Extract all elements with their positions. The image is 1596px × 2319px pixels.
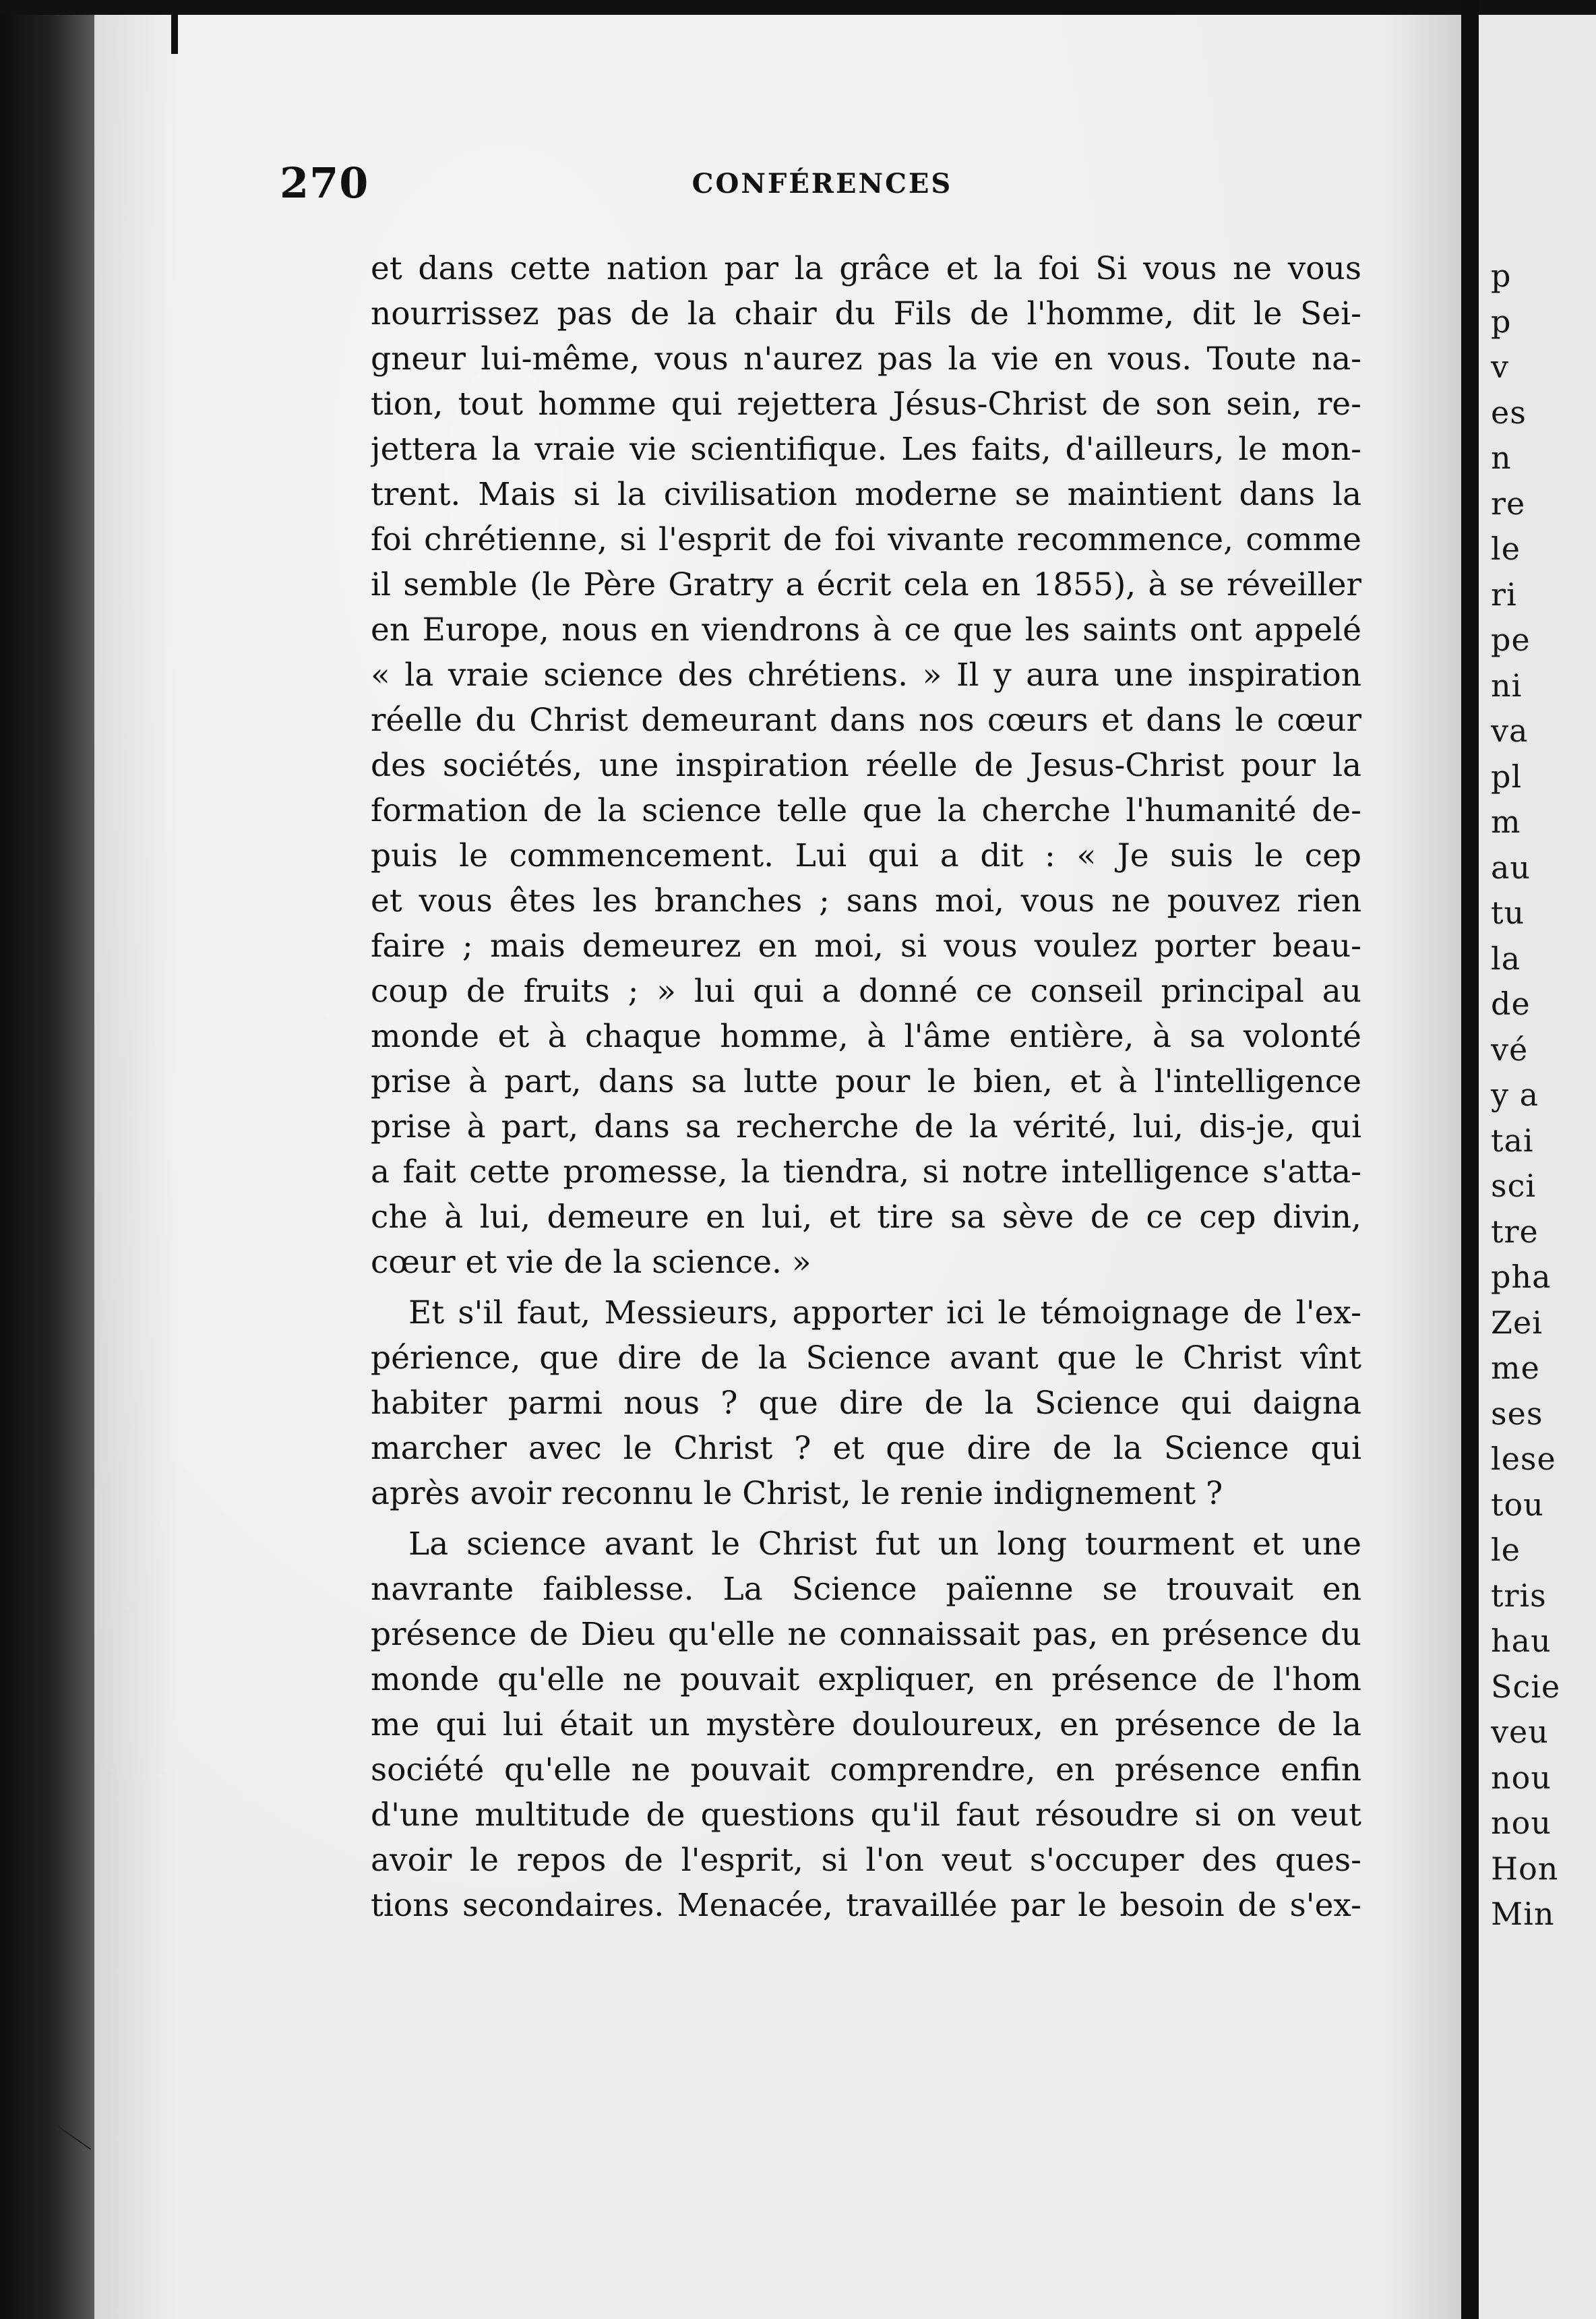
running-head: CONFÉRENCES bbox=[692, 168, 953, 200]
adjacent-text-fragment: de bbox=[1491, 986, 1531, 1022]
text-line: marcher avec le Christ ? et que dire de la Science qui bbox=[371, 1430, 1361, 1467]
text-line: cœur et vie de la science. » bbox=[371, 1244, 811, 1281]
text-line: présence de Dieu qu'elle ne connaissait pas, en présence du bbox=[371, 1616, 1361, 1653]
adjacent-text-fragment: tou bbox=[1491, 1486, 1544, 1523]
text-line: avoir le repos de l'esprit, si l'on veut s'occuper des ques- bbox=[371, 1842, 1361, 1879]
adjacent-text-fragment: sci bbox=[1491, 1168, 1537, 1204]
adjacent-text-fragment: veu bbox=[1491, 1714, 1549, 1750]
adjacent-text-fragment: hau bbox=[1491, 1623, 1552, 1659]
adjacent-text-fragment: le bbox=[1491, 531, 1521, 567]
adjacent-text-fragment: re bbox=[1491, 485, 1526, 522]
adjacent-text-fragment: vé bbox=[1491, 1031, 1529, 1068]
adjacent-text-fragment: n bbox=[1491, 440, 1512, 476]
adjacent-text-fragment: me bbox=[1491, 1350, 1540, 1386]
margin-mark bbox=[171, 15, 178, 54]
text-line: monde et à chaque homme, à l'âme entière, à sa volonté bbox=[371, 1018, 1361, 1055]
page-number: 270 bbox=[280, 158, 369, 208]
adjacent-text-fragment: Hon bbox=[1491, 1850, 1559, 1887]
adjacent-text-fragment: p bbox=[1491, 303, 1512, 340]
adjacent-text-fragment: va bbox=[1491, 713, 1529, 749]
text-line: réelle du Christ demeurant dans nos cœurs et dans le cœur bbox=[371, 702, 1361, 739]
adjacent-page-edge bbox=[1479, 15, 1596, 2319]
book-binding-edge bbox=[0, 0, 94, 2319]
adjacent-text-fragment: pha bbox=[1491, 1259, 1552, 1295]
text-line: société qu'elle ne pouvait comprendre, en présence enfin bbox=[371, 1751, 1361, 1788]
adjacent-text-fragment: ri bbox=[1491, 576, 1517, 613]
text-line: trent. Mais si la civilisation moderne se maintient dans la bbox=[371, 476, 1361, 513]
text-line: La science avant le Christ fut un long tourment et une bbox=[408, 1526, 1361, 1563]
text-line: a fait cette promesse, la tiendra, si notre intelligence s'atta- bbox=[371, 1153, 1361, 1191]
text-line: jettera la vraie vie scientifique. Les faits, d'ailleurs, le mon- bbox=[371, 431, 1361, 468]
text-line: gneur lui-même, vous n'aurez pas la vie en vous. Toute na- bbox=[371, 340, 1361, 378]
text-line: coup de fruits ; » lui qui a donné ce conseil principal au bbox=[371, 973, 1361, 1010]
text-line: nourrissez pas de la chair du Fils de l'homme, dit le Sei- bbox=[371, 295, 1361, 332]
adjacent-text-fragment: au bbox=[1491, 849, 1531, 886]
page-header bbox=[280, 158, 1365, 212]
adjacent-text-fragment: Min bbox=[1491, 1896, 1555, 1932]
text-line: prise à part, dans sa lutte pour le bien, et à l'intelligence bbox=[371, 1063, 1361, 1100]
text-line: navrante faiblesse. La Science païenne se trouvait en bbox=[371, 1571, 1361, 1608]
text-line: puis le commencement. Lui qui a dit : « Je suis le cep bbox=[371, 837, 1361, 874]
paragraph-gap bbox=[371, 1516, 1361, 1522]
text-line: faire ; mais demeurez en moi, si vous voulez porter beau- bbox=[371, 928, 1361, 965]
text-line: prise à part, dans sa recherche de la vérité, lui, dis-je, qui bbox=[371, 1108, 1361, 1145]
adjacent-text-fragment: m bbox=[1491, 804, 1521, 840]
adjacent-text-fragment: y a bbox=[1491, 1077, 1539, 1113]
adjacent-text-fragment: es bbox=[1491, 394, 1527, 431]
adjacent-text-fragment: la bbox=[1491, 940, 1521, 977]
text-line: monde qu'elle ne pouvait expliquer, en présence de l'hom bbox=[371, 1661, 1361, 1698]
text-line: tion, tout homme qui rejettera Jésus-Christ de son sein, re- bbox=[371, 386, 1361, 423]
page-gutter bbox=[1461, 0, 1479, 2319]
text-line: des sociétés, une inspiration réelle de Jesus-Christ pour la bbox=[371, 747, 1361, 784]
text-line: che à lui, demeure en lui, et tire sa sève de ce cep divin, bbox=[371, 1199, 1361, 1236]
adjacent-text-fragment: tu bbox=[1491, 895, 1525, 931]
text-line: Et s'il faut, Messieurs, apporter ici le témoignage de l'ex- bbox=[408, 1294, 1361, 1331]
paragraph-gap bbox=[371, 1285, 1361, 1290]
scan-top-edge bbox=[0, 0, 1596, 15]
text-line: d'une multitude de questions qu'il faut résoudre si on veut bbox=[371, 1797, 1361, 1834]
adjacent-text-fragment: pe bbox=[1491, 622, 1531, 658]
text-line: formation de la science telle que la cherche l'humanité de- bbox=[371, 792, 1361, 829]
text-line: tions secondaires. Menacée, travaillée par le besoin de s'ex- bbox=[371, 1887, 1361, 1924]
adjacent-text-fragment: nou bbox=[1491, 1805, 1552, 1841]
adjacent-text-fragment: tai bbox=[1491, 1122, 1534, 1159]
body-text bbox=[371, 246, 1361, 1928]
text-line: et vous êtes les branches ; sans moi, vous ne pouvez rien bbox=[371, 882, 1361, 920]
adjacent-text-fragment: v bbox=[1491, 349, 1509, 385]
text-line: « la vraie science des chrétiens. » Il y aura une inspiration bbox=[371, 657, 1361, 694]
adjacent-text-fragment: Zei bbox=[1491, 1304, 1543, 1341]
text-line: foi chrétienne, si l'esprit de foi vivante recommence, comme bbox=[371, 521, 1361, 558]
adjacent-text-fragment: Scie bbox=[1491, 1668, 1561, 1705]
adjacent-text-fragment: nou bbox=[1491, 1759, 1552, 1796]
adjacent-text-fragment: pl bbox=[1491, 758, 1523, 795]
text-line: il semble (le Père Gratry a écrit cela en 1855), à se réveiller bbox=[371, 566, 1361, 603]
text-line: périence, que dire de la Science avant que le Christ vînt bbox=[371, 1339, 1361, 1377]
adjacent-text-fragment: tris bbox=[1491, 1577, 1547, 1614]
adjacent-text-fragment: ses bbox=[1491, 1395, 1543, 1432]
text-line: et dans cette nation par la grâce et la foi Si vous ne vous bbox=[371, 250, 1361, 287]
adjacent-text-fragment: lese bbox=[1491, 1441, 1556, 1477]
adjacent-text-fragment: le bbox=[1491, 1532, 1521, 1568]
adjacent-text-fragment: ni bbox=[1491, 667, 1523, 704]
text-line: me qui lui était un mystère douloureux, en présence de la bbox=[371, 1706, 1361, 1743]
text-line: habiter parmi nous ? que dire de la Science qui daigna bbox=[371, 1385, 1361, 1422]
adjacent-text-fragment: tre bbox=[1491, 1213, 1539, 1250]
text-line: en Europe, nous en viendrons à ce que les saints ont appelé bbox=[371, 611, 1361, 649]
text-line: après avoir reconnu le Christ, le renie indignement ? bbox=[371, 1475, 1223, 1512]
adjacent-text-fragment: p bbox=[1491, 258, 1512, 294]
